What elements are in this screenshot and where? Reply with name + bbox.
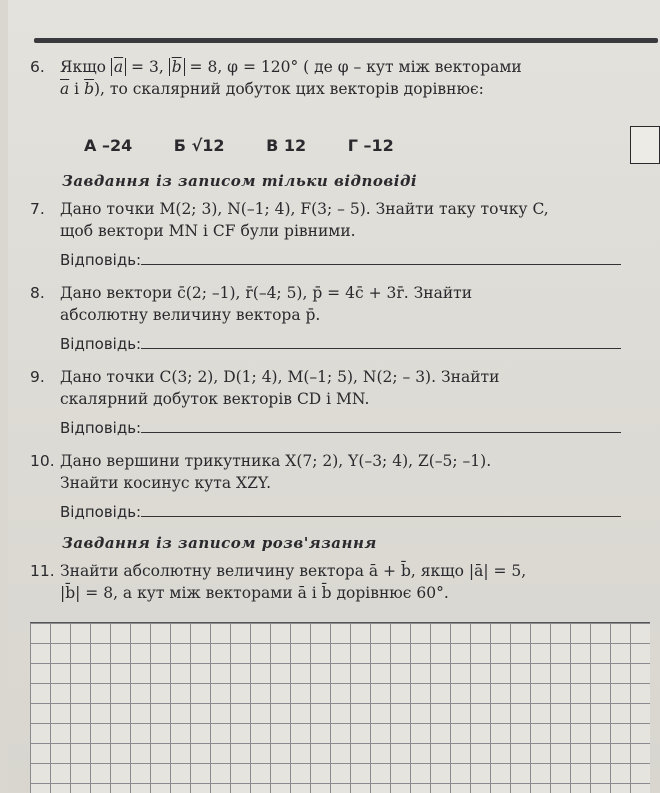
option-g[interactable]: Г –12 [347,136,394,155]
option-b[interactable]: Б √12 [173,136,225,155]
question-8: 8. Дано вектори c̄(2; –1), r̄(–4; 5), p̄ = 4c̄ + 3r̄. Знайти абсолютну величину вектора p̄. [30,284,473,324]
answer-field-10[interactable]: Відповідь: [60,502,621,521]
solution-grid[interactable] [30,622,650,793]
question-10: 10. Дано вершини трикутника X(7; 2), Y(–3; 4), Z(–5; –1). Знайти косинус кута XZY. [30,452,492,492]
question-number: 6. [30,58,45,76]
answer-box[interactable] [630,126,660,164]
question-11: 11. Знайти абсолютну величину вектора ā + b̄, якщо |ā| = 5, |b̄| = 8, а кут між векторами ā і b̄ дорівнює 60°. [30,562,527,602]
answer-field-9[interactable]: Відповідь: [60,418,621,437]
top-divider [34,38,658,43]
option-a[interactable]: А –24 [84,136,133,155]
question-9: 9. Дано точки C(3; 2), D(1; 4), M(–1; 5), N(2; – 3). Знайти скалярний добуток векторів CD і MN. [30,368,500,408]
section-title-short-answer: Завдання із записом тільки відповіді [62,172,418,190]
option-v[interactable]: В 12 [266,136,307,155]
section-title-solution: Завдання із записом розв'язання [62,534,377,552]
answer-options [84,136,430,155]
question-6: 6. Якщо $\overline{a} = 3$, $\overline{b} = 8$, φ = 120° ( де φ – кут між векторами $\overline{a}$ і $\overline{b}$), то скалярний добуток цих векторів дорівнює: [30,58,522,98]
answer-field-8[interactable]: Відповідь: [60,334,621,353]
question-7: 7. Дано точки M(2; 3), N(–1; 4), F(3; – 5). Знайти таку точку C, щоб вектори MN і CF були рівними. [30,200,549,240]
answer-field-7[interactable]: Відповідь: [60,250,621,269]
worksheet-page [8,0,660,792]
